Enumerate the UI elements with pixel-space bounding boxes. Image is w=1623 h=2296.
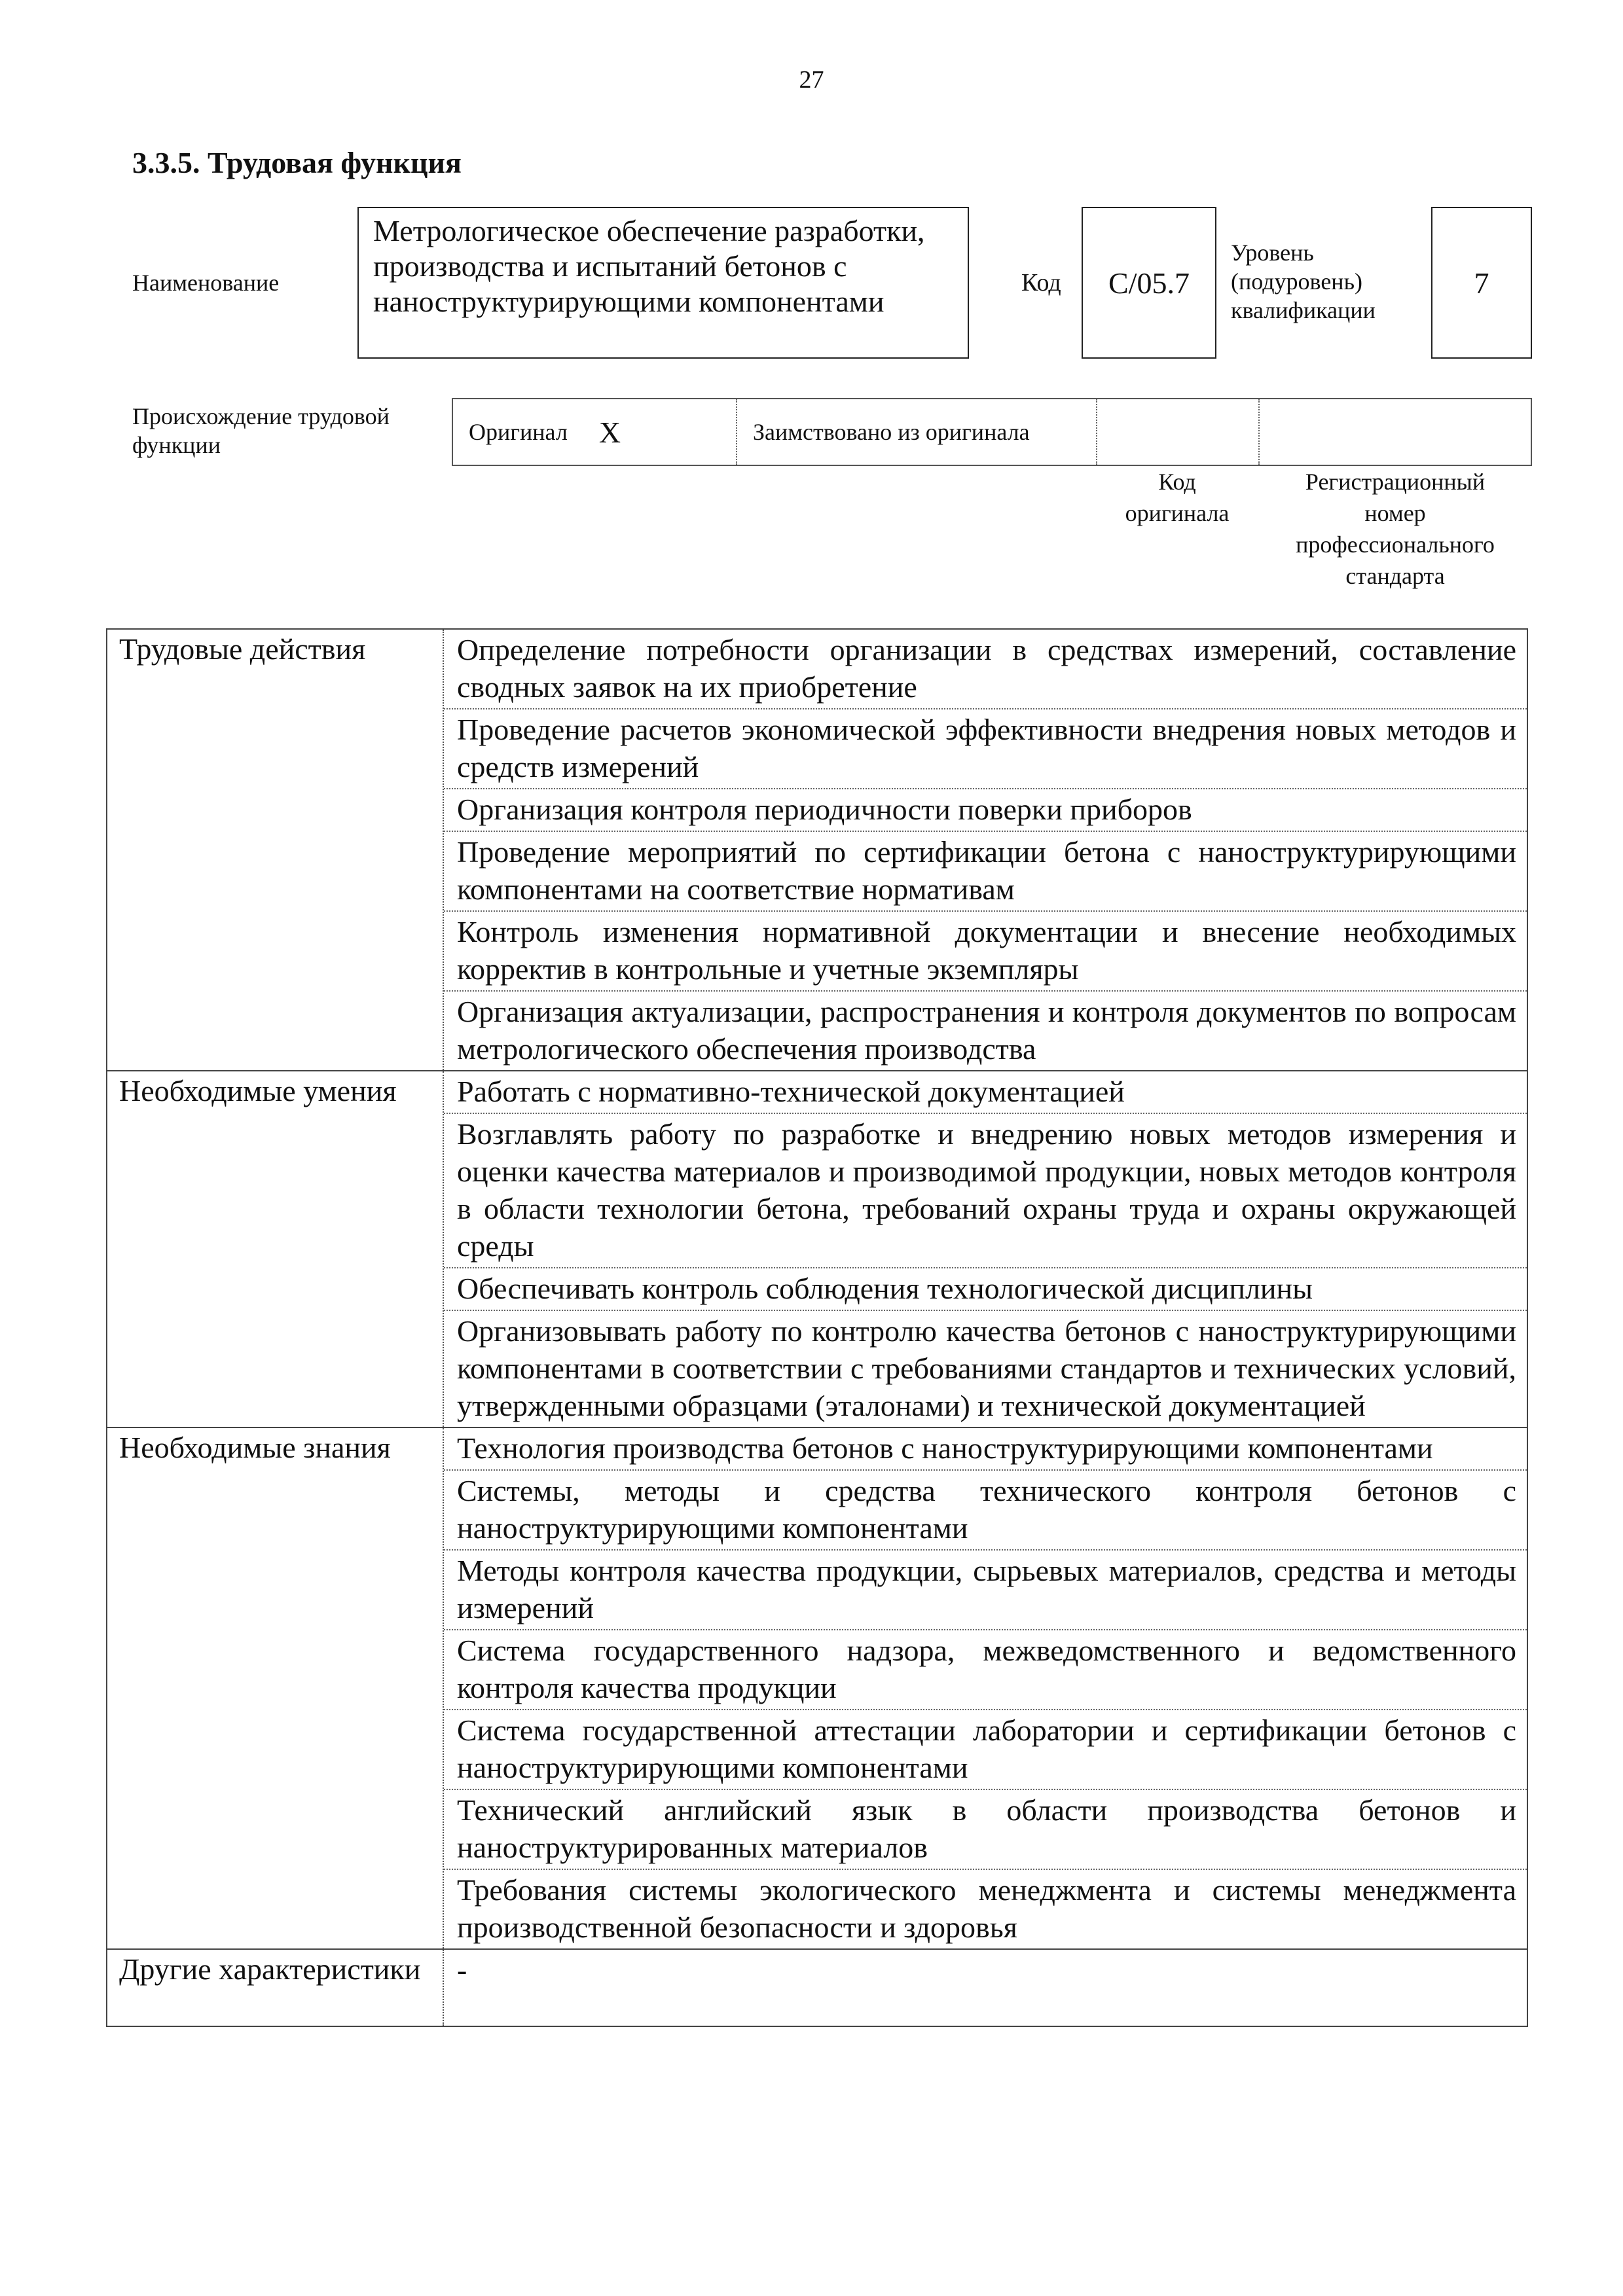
function-name-value: Метрологическое обеспечение разработки, производства и испытаний бетонов с наноструктурирующими компонентами — [373, 214, 925, 318]
table-row: Система государственной аттестации лаборатории и сертификации бетонов с наноструктурирующими компонентами — [444, 1710, 1527, 1790]
group-label: Трудовые действия — [107, 630, 444, 1070]
original-label: Оригинал — [469, 419, 568, 445]
table-row: Технология производства бетонов с наноструктурирующими компонентами — [444, 1428, 1527, 1471]
group-items — [444, 1071, 1527, 1427]
table-row: Методы контроля качества продукции, сырьевых материалов, средства и методы измерений — [444, 1551, 1527, 1630]
level-value: 7 — [1474, 266, 1489, 300]
group-required-skills — [107, 1071, 1527, 1428]
borrowed-label: Заимствовано из оригинала — [753, 419, 1030, 445]
original-mark: X — [598, 415, 621, 449]
page-number: 27 — [799, 66, 824, 94]
table-row: Организовывать работу по контролю качества бетонов с наноструктурирующими компонентами в соответствии с требованиями стандартов и технических условий, утвержденными образцами (эталонами) и технической документацией — [457, 1314, 1516, 1422]
table-row: - — [457, 1953, 467, 1986]
table-row: Технический английский язык в области производства бетонов и наноструктурированных материалов — [444, 1790, 1527, 1870]
table-row: Система государственного надзора, межведомственного и ведомственного контроля качества продукции — [444, 1630, 1527, 1710]
table-row: Определение потребности организации в средствах измерений, составление сводных заявок на их приобретение — [444, 630, 1527, 709]
level-box — [1431, 207, 1532, 359]
table-row: Возглавлять работу по разработке и внедрению новых методов измерения и оценки качества материалов и производимой продукции, новых методов контроля в области технологии бетона, требований охраны труда и охраны окружающей среды — [444, 1114, 1527, 1268]
group-required-knowledge — [107, 1428, 1527, 1950]
code-box — [1082, 207, 1216, 359]
function-name-box — [357, 207, 969, 359]
reg-number-caption-line-1: Регистрационный — [1305, 469, 1486, 495]
table-row: Требования системы экологического менеджмента и системы менеджмента производственной безопасности и здоровья — [457, 1873, 1516, 1944]
table-row: Контроль изменения нормативной документации и внесение необходимых корректив в контрольные и учетные экземпляры — [444, 912, 1527, 992]
reg-number-caption — [1258, 466, 1532, 592]
level-label-line-2: (подуровень) — [1231, 268, 1362, 295]
origin-borrowed-cell — [737, 399, 1097, 465]
code-value: С/05.7 — [1108, 266, 1190, 300]
group-label: Необходимые знания — [107, 1428, 444, 1948]
origin-table — [452, 398, 1532, 466]
code-original-caption — [1096, 466, 1258, 529]
group-items — [444, 1428, 1527, 1948]
group-items — [444, 630, 1527, 1070]
section-title: 3.3.5. Трудовая функция — [132, 146, 462, 179]
level-label-line-1: Уровень — [1231, 240, 1314, 266]
code-label: Код — [1021, 269, 1061, 296]
group-label: Другие характеристики — [107, 1950, 444, 2026]
origin-label-line-1: Происхождение трудовой — [132, 403, 390, 429]
table-row: Проведение мероприятий по сертификации бетона с наноструктурирующими компонентами на соответствие нормативам — [444, 832, 1527, 912]
group-labor-actions — [107, 630, 1527, 1071]
code-original-caption-line-1: Код — [1158, 469, 1196, 495]
name-label: Наименование — [132, 270, 280, 296]
reg-number-caption-line-3: профессионального — [1296, 531, 1495, 558]
origin-label-line-2: функции — [132, 432, 221, 458]
origin-reg-number-cell — [1260, 399, 1531, 465]
level-label — [1231, 238, 1376, 325]
level-label-line-3: квалификации — [1231, 297, 1376, 323]
origin-label — [132, 402, 390, 459]
function-details-table — [106, 628, 1528, 2027]
origin-code-cell — [1097, 399, 1260, 465]
reg-number-caption-line-2: номер — [1364, 500, 1426, 526]
table-row: Организация актуализации, распространения и контроля документов по вопросам метрологического обеспечения производства — [457, 995, 1516, 1066]
group-items — [444, 1950, 1527, 2026]
table-row: Проведение расчетов экономической эффективности внедрения новых методов и средств измерений — [444, 709, 1527, 789]
table-row: Организация контроля периодичности поверки приборов — [444, 789, 1527, 832]
table-row: Работать с нормативно-технической документацией — [444, 1071, 1527, 1114]
origin-original-cell — [453, 399, 737, 465]
reg-number-caption-line-4: стандарта — [1345, 563, 1445, 589]
group-other-characteristics — [107, 1950, 1527, 2026]
group-label: Необходимые умения — [107, 1071, 444, 1427]
table-row: Системы, методы и средства технического контроля бетонов с наноструктурирующими компонентами — [444, 1471, 1527, 1551]
table-row: Обеспечивать контроль соблюдения технологической дисциплины — [444, 1268, 1527, 1311]
code-original-caption-line-2: оригинала — [1125, 500, 1230, 526]
